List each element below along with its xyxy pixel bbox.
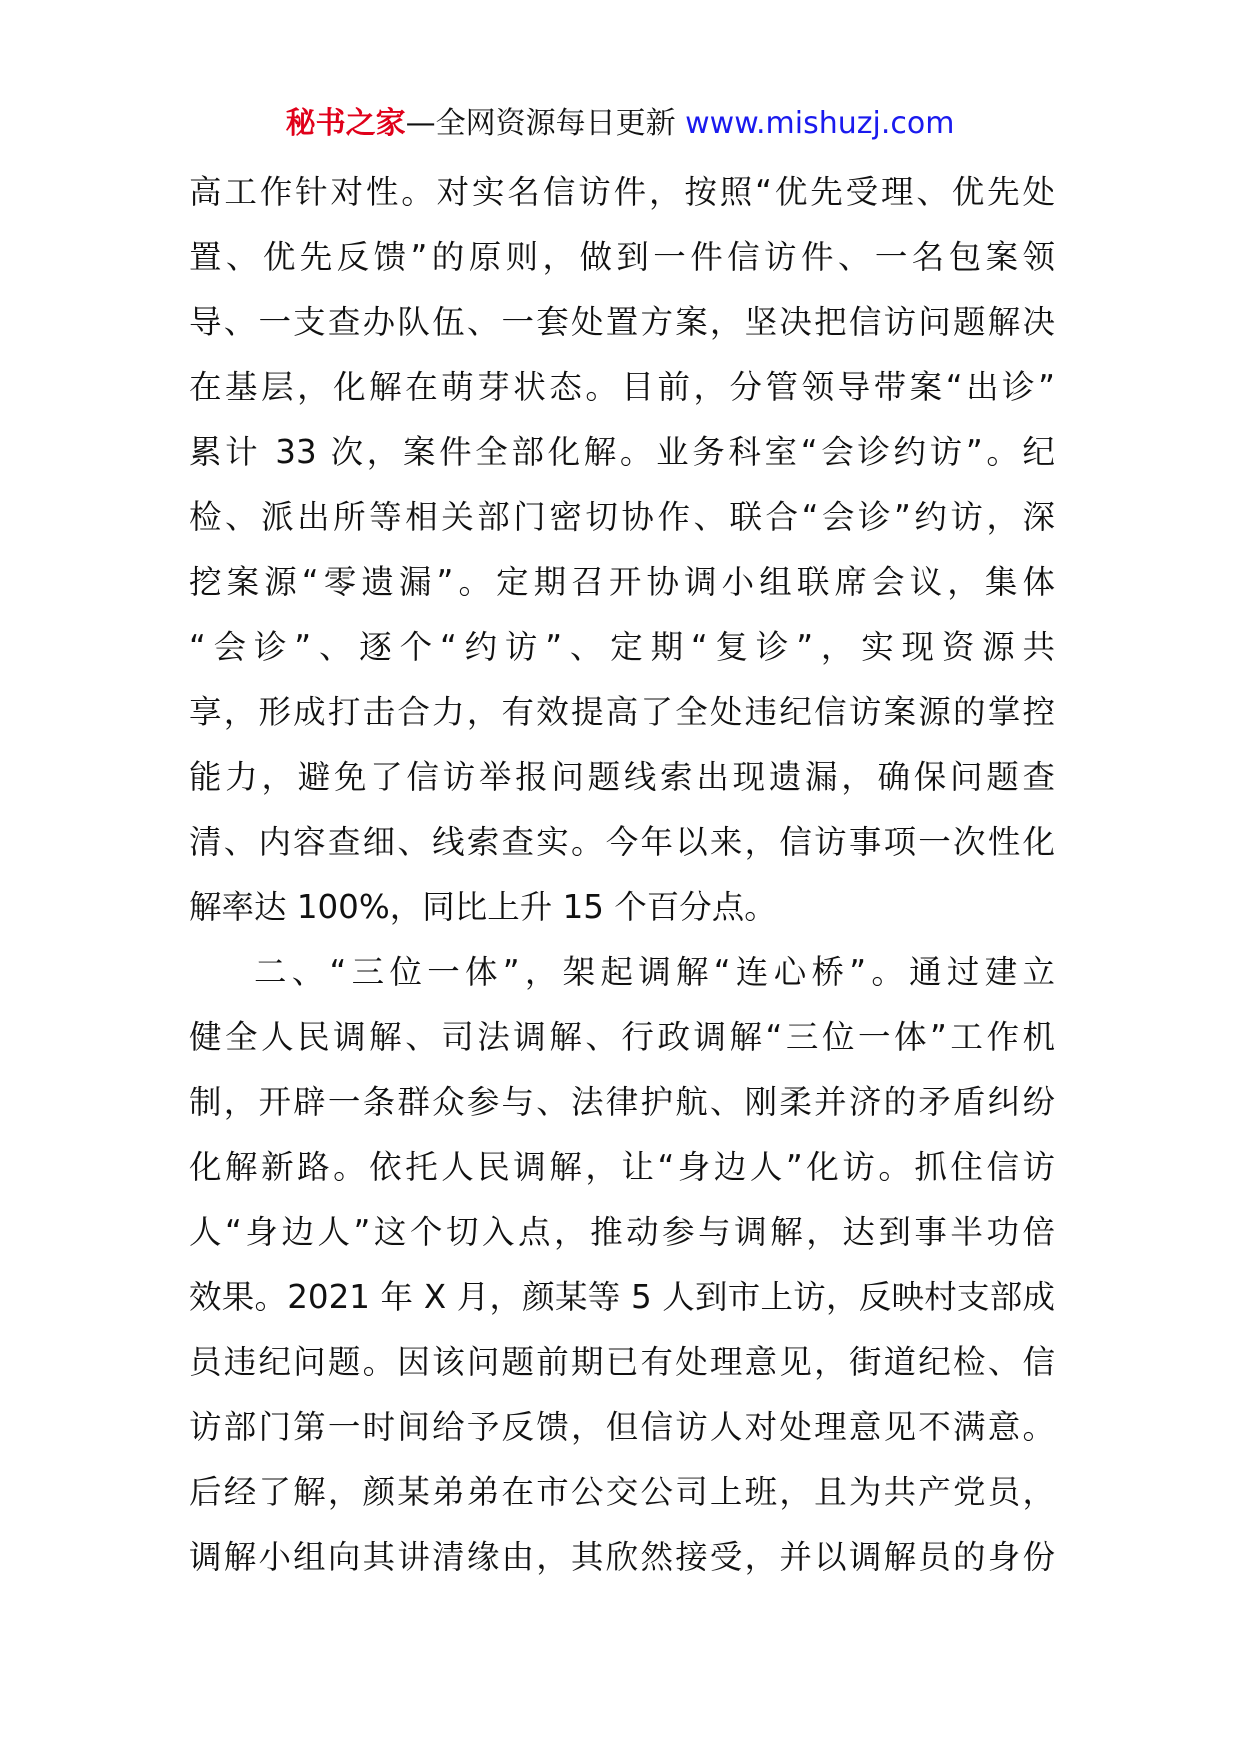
text-line: 高工作针对性。对实名信访件，按照“优先受理、优先处 bbox=[189, 173, 1055, 211]
text-line: 累计 33 次，案件全部化解。业务科室“会诊约访”。纪 bbox=[189, 433, 1055, 471]
header-url-link[interactable]: www.mishuzj.com bbox=[685, 106, 955, 141]
text-line: 员违纪问题。因该问题前期已有处理意见，街道纪检、信 bbox=[189, 1343, 1055, 1381]
text-line: 健全人民调解、司法调解、行政调解“三位一体”工作机 bbox=[189, 1018, 1055, 1056]
text-line: 挖案源“零遗漏”。定期召开协调小组联席会议，集体 bbox=[189, 563, 1055, 601]
header-brand: 秘书之家 bbox=[285, 106, 406, 141]
text-line: 调解小组向其讲清缘由，其欣然接受，并以调解员的身份 bbox=[189, 1538, 1055, 1576]
text-line: 置、优先反馈”的原则，做到一件信访件、一名包案领 bbox=[189, 238, 1055, 276]
text-line: 导、一支查办队伍、一套处置方案，坚决把信访问题解决 bbox=[189, 303, 1055, 341]
text-line: 制，开辟一条群众参与、法律护航、刚柔并济的矛盾纠纷 bbox=[189, 1083, 1055, 1121]
text-line: 效果。2021 年 X 月，颜某等 5 人到市上访，反映村支部成 bbox=[189, 1278, 1055, 1316]
text-line: 后经了解，颜某弟弟在市公交公司上班，且为共产党员， bbox=[189, 1473, 1055, 1511]
text-line: 在基层，化解在萌芽状态。目前，分管领导带案“出诊” bbox=[189, 368, 1055, 406]
header-slogan: —全网资源每日更新 bbox=[405, 106, 676, 141]
document-body bbox=[189, 160, 1055, 1590]
text-line: 能力，避免了信访举报问题线索出现遗漏，确保问题查 bbox=[189, 758, 1055, 796]
text-line: 化解新路。依托人民调解，让“身边人”化访。抓住信访 bbox=[189, 1148, 1055, 1186]
text-line: 检、派出所等相关部门密切协作、联合“会诊”约访，深 bbox=[189, 498, 1055, 536]
text-line: “会诊”、逐个“约访”、定期“复诊”，实现资源共 bbox=[189, 628, 1055, 666]
text-line: 解率达 100%，同比上升 15 个百分点。 bbox=[189, 888, 777, 926]
text-line: 清、内容查细、线索查实。今年以来，信访事项一次性化 bbox=[189, 823, 1055, 861]
text-line: 访部门第一时间给予反馈，但信访人对处理意见不满意。 bbox=[189, 1408, 1055, 1446]
section-heading-line: 二、“三位一体”，架起调解“连心桥”。通过建立 bbox=[254, 953, 1055, 991]
text-line: 人“身边人”这个切入点，推动参与调解，达到事半功倍 bbox=[189, 1213, 1055, 1251]
page-header bbox=[0, 104, 1240, 144]
text-line: 享，形成打击合力，有效提高了全处违纪信访案源的掌控 bbox=[189, 693, 1055, 731]
